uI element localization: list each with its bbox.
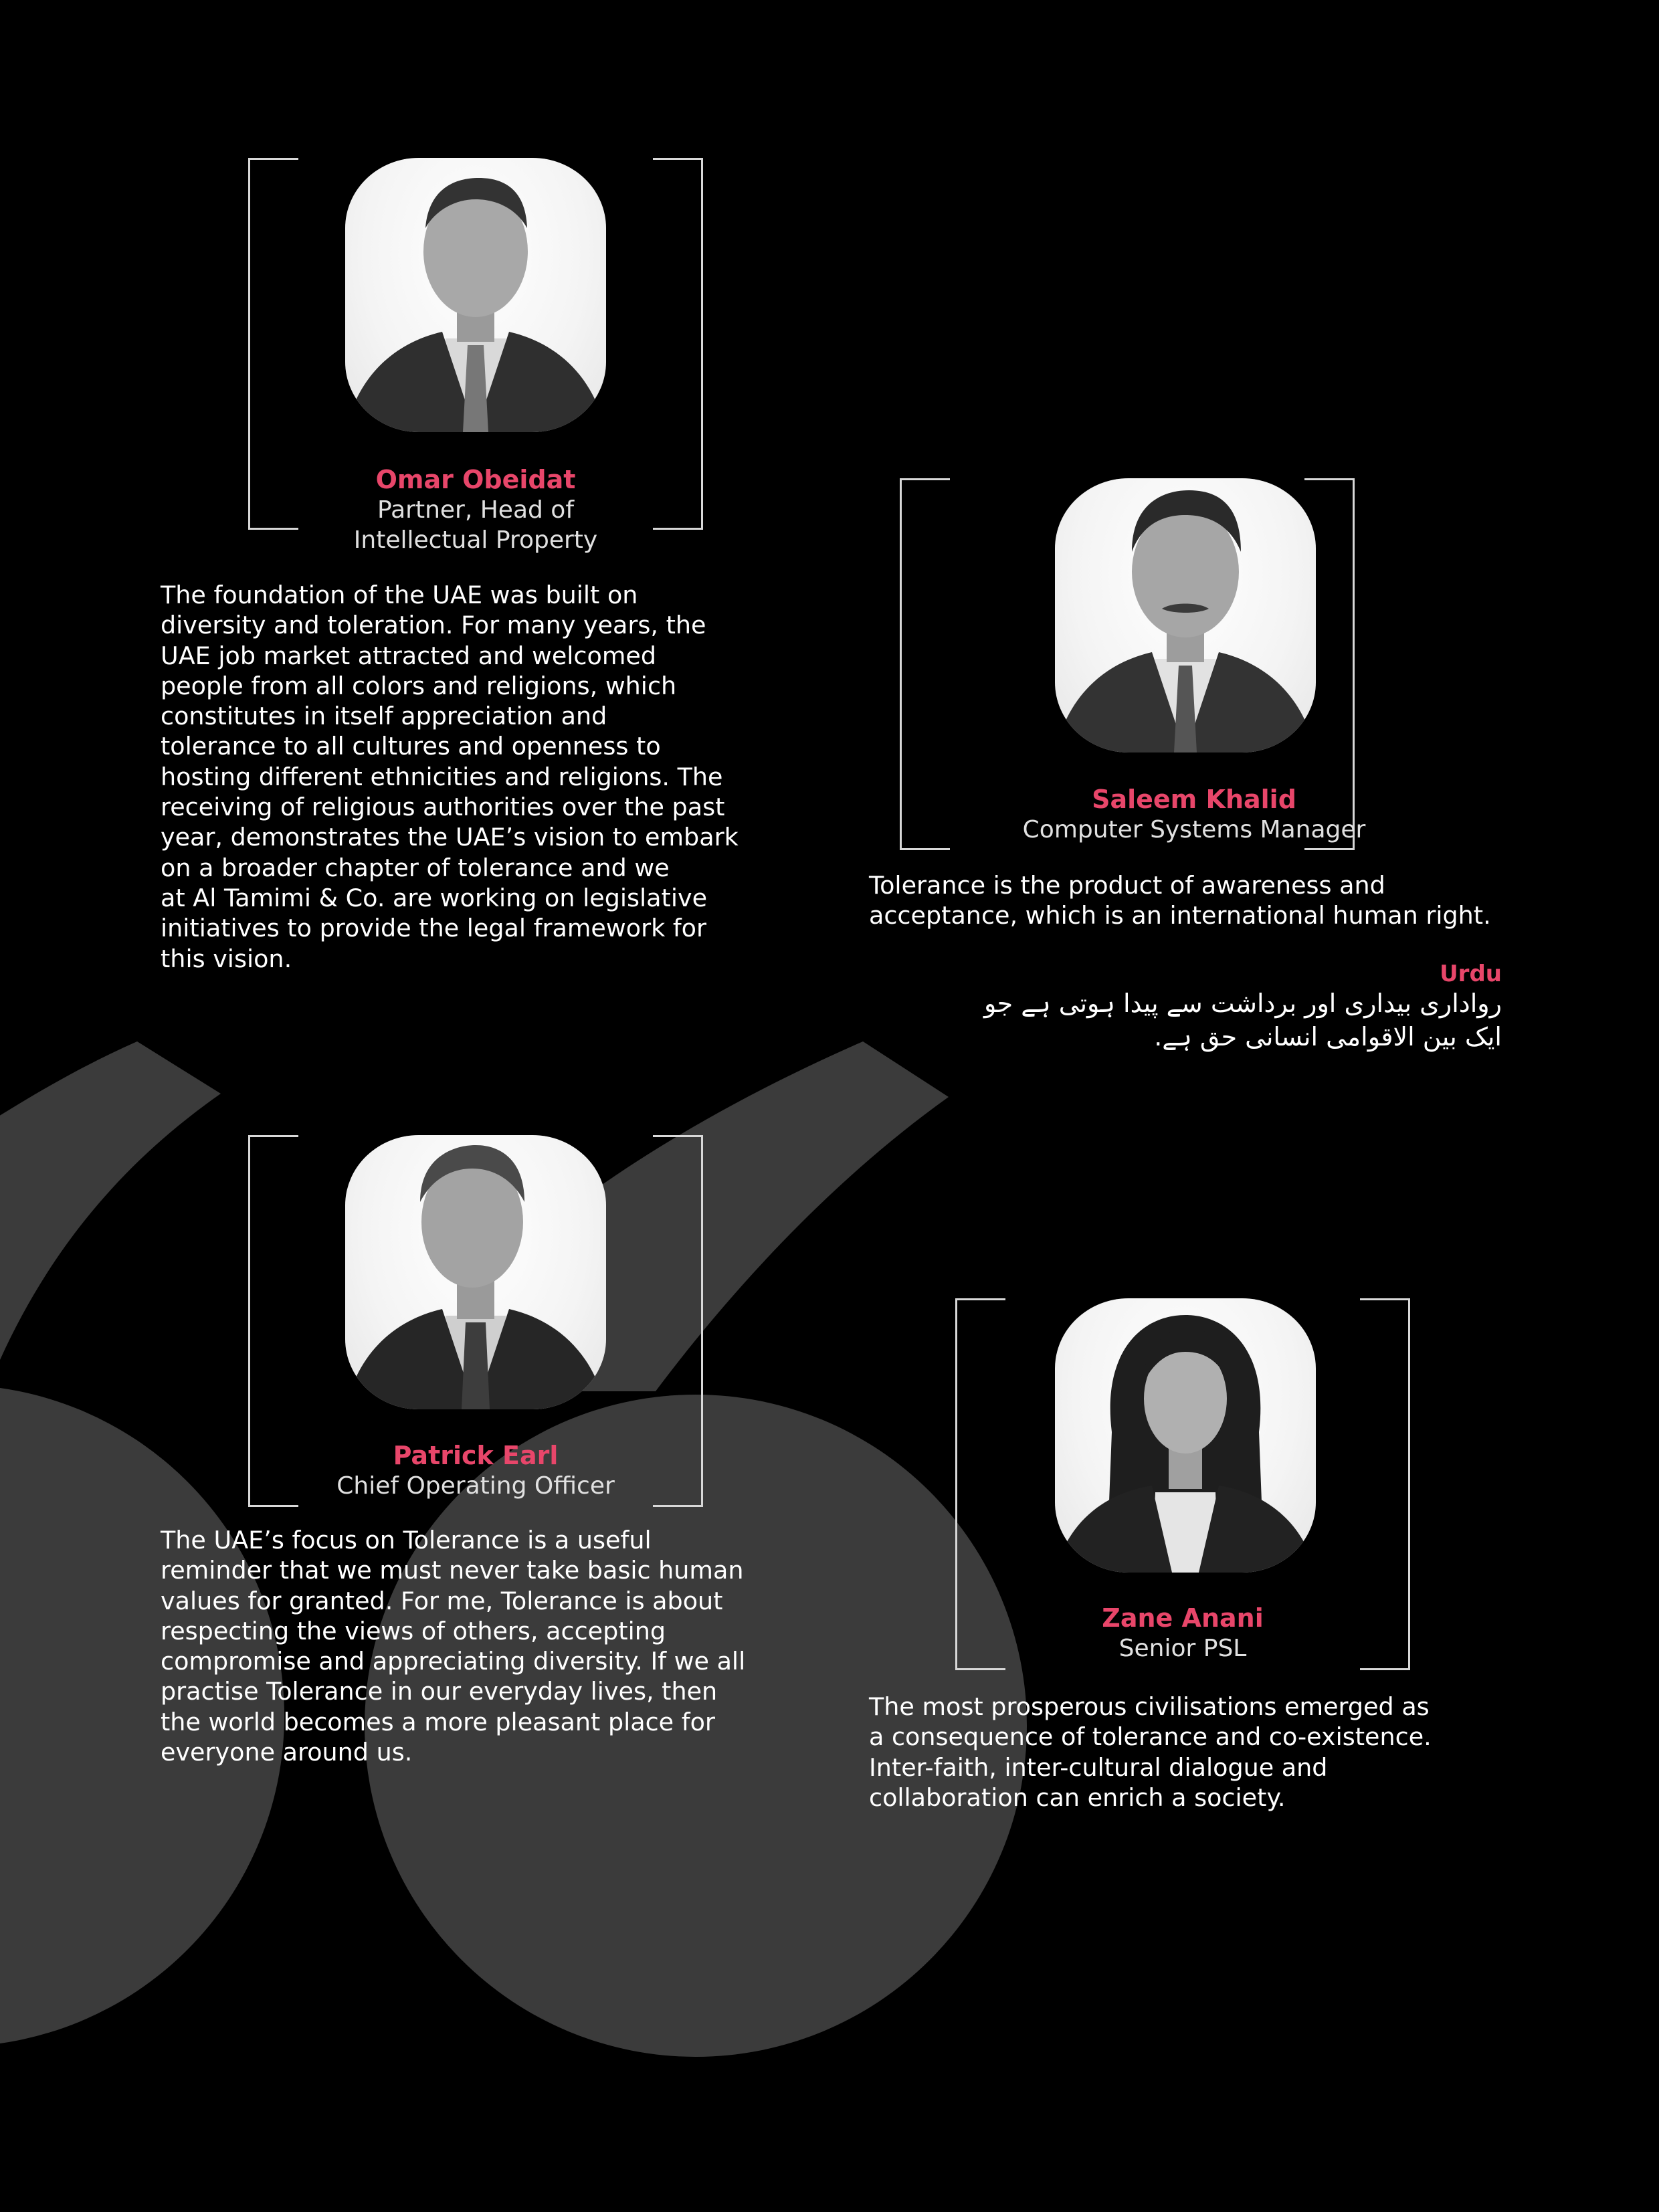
portrait-photo-icon (345, 158, 606, 432)
profile-title: Computer Systems Manager (1022, 816, 1366, 843)
language-label: Urdu (1440, 961, 1502, 987)
profile-card-patrick-earl (248, 1135, 703, 1510)
profile-card-zane-anani (955, 1298, 1410, 1673)
profile-name: Patrick Earl (393, 1441, 559, 1470)
bracket-left (900, 478, 950, 850)
portrait-photo-icon (1055, 1298, 1316, 1573)
profile-card-saleem-khalid (900, 478, 1366, 853)
profile-title: Senior PSL (1118, 1635, 1247, 1662)
profile-name: Saleem Khalid (1092, 785, 1296, 814)
urdu-translation: رواداری بیداری اور برداشت سے پیدا ہوتی ہے جو ایک بین الاقوامی انسانی حق ہے. (984, 989, 1502, 1051)
profile-quote: The most prosperous civilisations emerged as a consequence of tolerance and co-existence. Inter-faith, inter-cultural dialogue and collaboration can enrich a society. (869, 1692, 1432, 1812)
profile-title: Partner, Head of Intellectual Property (353, 496, 598, 554)
profile-name: Zane Anani (1102, 1603, 1264, 1633)
profile-title: Chief Operating Officer (336, 1472, 615, 1500)
profile-name: Omar Obeidat (375, 465, 576, 494)
portrait-photo-icon (1055, 478, 1316, 752)
profile-quote: Tolerance is the product of awareness and acceptance, which is an international human right. (869, 871, 1491, 930)
profile-quote: The UAE’s focus on Tolerance is a useful reminder that we must never take basic human values for granted. For me, Tolerance is about respecting the views of others, accepting compromise and appreciating diversity. If we all practise Tolerance in our everyday lives, then the world becomes a more pleasant place for everyone around us. (161, 1526, 746, 1767)
portrait-photo-icon (345, 1135, 606, 1409)
profile-quote: The foundation of the UAE was built on diversity and toleration. For many years, the UAE job market attracted and welcomed people from all colors and religions, which constitutes in itself appreciation and tolerance to all cultures and openness to hosting different ethnicities and religions. The receiving of religious authorities over the past year, demonstrates the UAE’s vision to embark on a broader chapter of tolerance and we at Al Tamimi & Co. are working on legislative initiatives to provide the legal framework for this vision. (161, 581, 739, 973)
profile-card-omar-obeidat (248, 158, 703, 554)
